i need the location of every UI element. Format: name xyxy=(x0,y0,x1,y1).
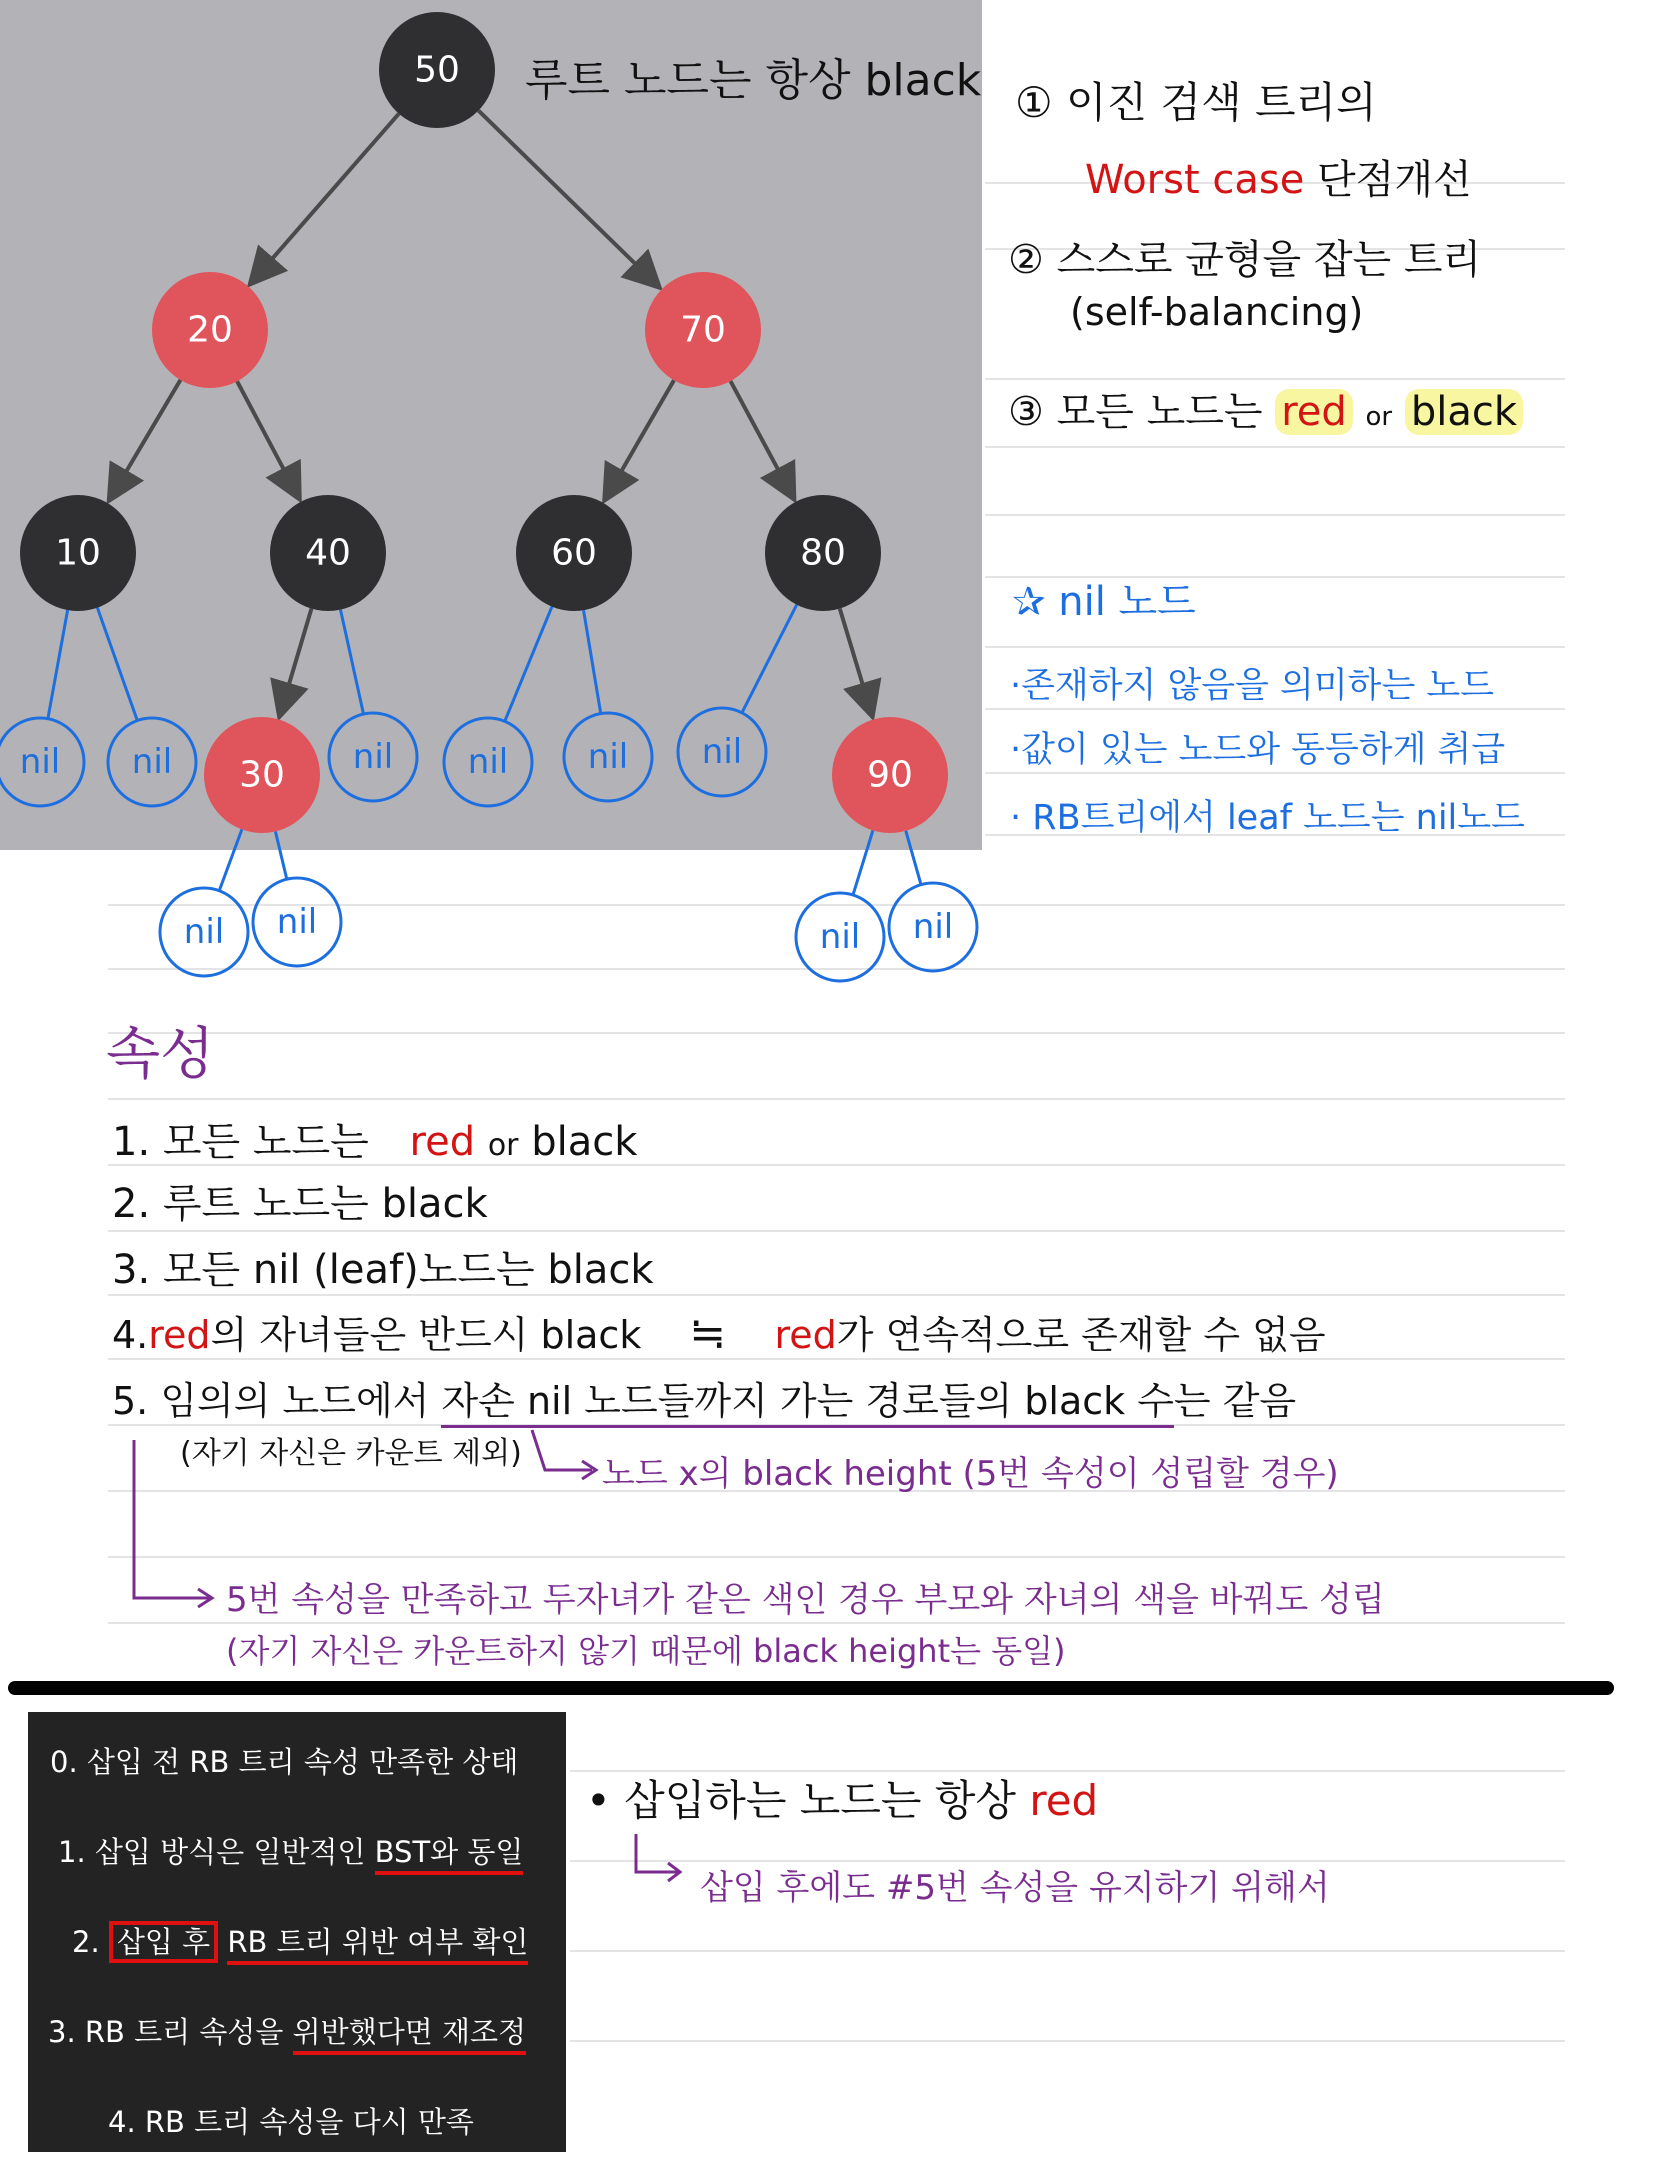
tree-node-label: 50 xyxy=(414,49,460,91)
property-1-black: black xyxy=(531,1119,638,1165)
ruled-line xyxy=(570,2040,1565,2042)
property-4-red-2: red xyxy=(774,1313,837,1357)
nil-node-label: nil xyxy=(276,902,318,942)
step-0-text: 0. 삽입 전 RB 트리 속성 만족한 상태 xyxy=(50,1745,519,1779)
tree-node-label: 60 xyxy=(551,532,597,574)
nil-note-2: ·값이 있는 노드와 동등하게 취급 xyxy=(1010,730,1506,770)
step-1-underlined: BST와 동일 xyxy=(375,1835,524,1875)
property-4-end: 가 연속적으로 존재할 수 없음 xyxy=(836,1313,1326,1357)
insert-step-1 xyxy=(58,1830,523,1871)
insert-step-4 xyxy=(108,2100,474,2141)
nil-node-label: nil xyxy=(912,907,954,947)
property-5-consequence: 5번 속성을 만족하고 두자녀가 같은 색인 경우 부모와 자녀의 색을 바꿔도 성립 xyxy=(226,1580,1385,1620)
nil-node-label: nil xyxy=(131,742,173,782)
insert-step-0 xyxy=(50,1740,518,1781)
property-1-red: red xyxy=(409,1119,476,1165)
nil-notes-title-text: nil 노드 xyxy=(1058,579,1196,625)
tree-node-label: 90 xyxy=(867,754,913,796)
insert-arrow xyxy=(630,1830,690,1890)
property-3: 3. 모든 nil (leaf)노드는 black xyxy=(112,1247,654,1293)
black-height-note: 노드 x의 black height (5번 속성이 성립할 경우) xyxy=(602,1454,1339,1494)
intro-item-3-black: black xyxy=(1405,389,1523,435)
tree-node-label: 10 xyxy=(55,532,101,574)
intro-item-2-line-2: (self-balancing) xyxy=(1070,290,1364,334)
properties-heading: 속성 xyxy=(106,1022,215,1087)
approx-sign: ≒ xyxy=(689,1308,727,1359)
insert-step-2 xyxy=(72,1920,528,1961)
step-2-underlined: RB 트리 위반 여부 확인 xyxy=(227,1925,528,1965)
section-divider xyxy=(8,1681,1614,1695)
property-5-note: (자기 자신은 카운트 제외) xyxy=(180,1436,522,1471)
step-3-underlined: 위반했다면 재조정 xyxy=(293,2015,526,2055)
property-4-mid: 의 자녀들은 반드시 black xyxy=(210,1313,642,1357)
property-4-red: red xyxy=(148,1313,211,1357)
nil-node-label: nil xyxy=(701,732,743,772)
intro-item-3-or: or xyxy=(1365,402,1393,432)
step-4-text: 4. RB 트리 속성을 다시 만족 xyxy=(108,2105,474,2139)
property-5-underlined: 자손 nil 노드들까지 가는 경로들의 black 수 xyxy=(441,1379,1173,1428)
nil-note-1: ·존재하지 않음을 의미하는 노드 xyxy=(1010,666,1495,706)
insert-note-bullet xyxy=(586,1768,1098,1828)
property-5-consequence-note: (자기 자신은 카운트하지 않기 때문에 black height는 동일) xyxy=(226,1632,1066,1670)
ruled-line xyxy=(570,1950,1565,1952)
insert-steps-panel xyxy=(28,1712,566,2152)
step-2-boxed: 삽입 후 xyxy=(109,1921,218,1963)
nil-note-3: · RB트리에서 leaf 노드는 nil노드 xyxy=(1010,798,1525,838)
insert-note-reason: 삽입 후에도 #5번 속성을 유지하기 위해서 xyxy=(700,1868,1330,1908)
property-4-prefix: 4. xyxy=(112,1313,149,1357)
property-1-prefix: 1. 모든 노드는 xyxy=(112,1119,369,1165)
tree-node-label: 70 xyxy=(680,309,726,351)
step-3-text: 3. RB 트리 속성을 xyxy=(48,2015,293,2049)
property-5-prefix: 5. 임의의 노드에서 xyxy=(112,1379,430,1423)
nil-node-label: nil xyxy=(819,917,861,957)
improvement-text: 단점개선 xyxy=(1317,157,1472,203)
property-1-or: or xyxy=(487,1128,519,1163)
nil-node-label: nil xyxy=(352,737,394,777)
root-caption: 루트 노드는 항상 black xyxy=(525,55,982,106)
insert-step-3 xyxy=(48,2010,526,2051)
tree-node-label: 40 xyxy=(305,532,351,574)
intro-item-3-prefix: ③ 모든 노드는 xyxy=(1008,389,1263,435)
property-2: 2. 루트 노드는 black xyxy=(112,1181,488,1227)
nil-node-label: nil xyxy=(467,742,509,782)
nil-node-label: nil xyxy=(19,742,61,782)
insert-note-red: red xyxy=(1029,1776,1099,1825)
tree-node-label: 20 xyxy=(187,309,233,351)
step-1-text: 1. 삽입 방식은 일반적인 xyxy=(58,1835,375,1869)
intro-item-3-red: red xyxy=(1275,389,1353,435)
step-2-text: 2. xyxy=(72,1925,109,1959)
nil-node-label: nil xyxy=(587,737,629,777)
insert-note-text: • 삽입하는 노드는 항상 xyxy=(586,1776,1016,1825)
property-5-end: 는 같음 xyxy=(1173,1379,1297,1423)
star-icon: ✰ xyxy=(1012,579,1046,625)
intro-item-2: ② 스스로 균형을 잡는 트리 xyxy=(1008,237,1482,283)
nil-node-label: nil xyxy=(183,912,225,952)
tree-node-label: 80 xyxy=(800,532,846,574)
worst-case-text: Worst case xyxy=(1085,157,1305,203)
tree-node-label: 30 xyxy=(239,754,285,796)
intro-item-1: ① 이진 검색 트리의 xyxy=(1015,78,1377,127)
